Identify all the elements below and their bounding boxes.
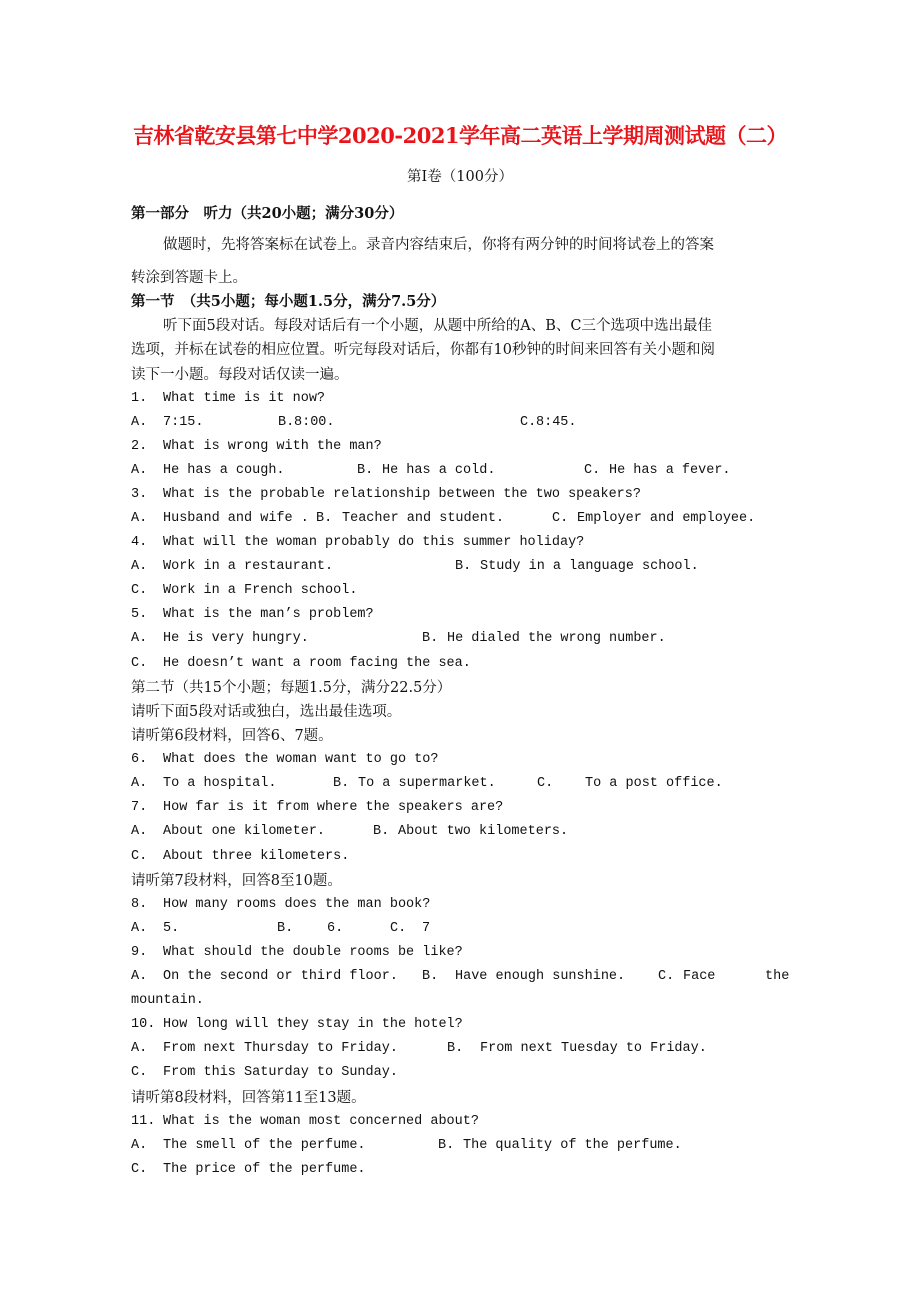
volume-heading: 第Ⅰ卷（100分） (407, 169, 513, 185)
option-label: C. (390, 921, 407, 936)
question-number: 11. (131, 1114, 156, 1129)
option-label: B. (278, 415, 295, 430)
option-text: The quality of the perfume. (463, 1138, 682, 1153)
option-label: B. (438, 1138, 455, 1153)
option-text: 6. (327, 921, 344, 936)
instructions: 听下面5段对话。每段对话后有一个小题，从题中所给的A、B、C三个选项中选出最佳 (163, 318, 712, 334)
option-label: A. (131, 776, 148, 791)
option-label: B. (422, 631, 439, 646)
option-label: C. (131, 1065, 148, 1080)
question-text: How far is it from where the speakers are? (163, 800, 504, 815)
option-text: On the second or third floor. (163, 969, 398, 984)
option-label: C. (131, 1162, 148, 1177)
question-text: What will the woman probably do this summer holiday? (163, 535, 585, 550)
option-label: A. (131, 921, 148, 936)
question-number: 9. (131, 945, 148, 960)
option-text: 7 (422, 921, 431, 936)
option-label: A. (131, 1041, 148, 1056)
instructions: 转涂到答题卡上。 (131, 270, 247, 286)
option-label: B. (357, 463, 374, 478)
option-label: C. (552, 511, 569, 526)
option-label: B. (277, 921, 294, 936)
question-text: How many rooms does the man book? (163, 897, 431, 912)
option-label: C. (131, 656, 148, 671)
question-number: 2. (131, 439, 148, 454)
option-label: B. (422, 969, 439, 984)
question-number: 5. (131, 607, 148, 622)
question-number: 10. (131, 1017, 156, 1032)
material-note: 请听第8段材料，回答第11至13题。 (131, 1090, 366, 1106)
question-number: 3. (131, 487, 148, 502)
option-text: 8:00. (294, 415, 335, 430)
option-text: Husband and wife . (163, 511, 309, 526)
option-text: He dialed the wrong number. (447, 631, 666, 646)
option-label: B. (333, 776, 350, 791)
question-text: What should the double rooms be like? (163, 945, 463, 960)
option-label: C. (520, 415, 537, 430)
option-text: To a supermarket. (358, 776, 496, 791)
option-text: Face (683, 969, 716, 984)
option-text: The smell of the perfume. (163, 1138, 366, 1153)
section-heading: 第二节（共15个小题；每题1.5分，满分22.5分） (131, 680, 452, 696)
option-label: A. (131, 463, 148, 478)
instructions: 读下一小题。每段对话仅读一遍。 (131, 367, 349, 383)
question-number: 1. (131, 391, 148, 406)
option-text: He has a cold. (382, 463, 496, 478)
part-heading: 第一部分 听力（共20小题；满分30分） (131, 205, 404, 222)
option-text: 8:45. (536, 415, 577, 430)
instructions: 做题时，先将答案标在试卷上。录音内容结束后，你将有两分钟的时间将试卷上的答案 (163, 237, 714, 253)
option-label: C. (658, 969, 675, 984)
option-text: 7:15. (163, 415, 204, 430)
option-label: C. (537, 776, 554, 791)
option-text: To a post office. (585, 776, 723, 791)
option-label: A. (131, 824, 148, 839)
option-label: C. (584, 463, 601, 478)
option-label: C. (131, 849, 148, 864)
option-label: A. (131, 631, 148, 646)
option-label: A. (131, 559, 148, 574)
option-text: The price of the perfume. (163, 1162, 366, 1177)
option-label: B. (316, 511, 333, 526)
option-text: Have enough sunshine. (455, 969, 626, 984)
material-note: 请听第7段材料，回答8至10题。 (131, 873, 342, 889)
option-text: Teacher and student. (342, 511, 505, 526)
option-text: He doesn’t want a room facing the sea. (163, 656, 471, 671)
question-text: What is the man’s problem? (163, 607, 374, 622)
question-text: What does the woman want to go to? (163, 752, 439, 767)
option-label: B. (455, 559, 472, 574)
question-text: What is wrong with the man? (163, 439, 382, 454)
option-text: Employer and employee. (577, 511, 756, 526)
question-number: 7. (131, 800, 148, 815)
option-text: About three kilometers. (163, 849, 350, 864)
option-text: 5. (163, 921, 180, 936)
material-note: 请听第6段材料，回答6、7题。 (131, 728, 333, 744)
question-number: 6. (131, 752, 148, 767)
section-heading: 第一节 （共5小题；每小题1.5分，满分7.5分） (131, 293, 446, 310)
option-text: Study in a language school. (480, 559, 699, 574)
option-text: From this Saturday to Sunday. (163, 1065, 398, 1080)
question-text: What is the probable relationship between the two speakers? (163, 487, 641, 502)
option-text: About two kilometers. (398, 824, 569, 839)
document-title: 吉林省乾安县第七中学2020-2021学年高二英语上学期周测试题（二） (132, 123, 788, 148)
question-text: What time is it now? (163, 391, 326, 406)
option-text: the (765, 969, 790, 984)
option-text: He has a fever. (609, 463, 731, 478)
option-text: Work in a French school. (163, 583, 358, 598)
option-text: He has a cough. (163, 463, 285, 478)
option-text: About one kilometer. (163, 824, 326, 839)
option-label: B. (373, 824, 390, 839)
question-number: 4. (131, 535, 148, 550)
option-label: C. (131, 583, 148, 598)
question-number: 8. (131, 897, 148, 912)
instructions: 请听下面5段对话或独白，选出最佳选项。 (131, 704, 402, 720)
option-label: B. (447, 1041, 464, 1056)
option-text: From next Tuesday to Friday. (480, 1041, 707, 1056)
option-label: A. (131, 511, 148, 526)
option-label: A. (131, 969, 148, 984)
option-text: Work in a restaurant. (163, 559, 334, 574)
option-text: To a hospital. (163, 776, 277, 791)
question-text: How long will they stay in the hotel? (163, 1017, 463, 1032)
option-text: He is very hungry. (163, 631, 309, 646)
option-text: From next Thursday to Friday. (163, 1041, 398, 1056)
instructions: 选项，并标在试卷的相应位置。听完每段对话后，你都有10秒钟的时间来回答有关小题和阅 (131, 342, 715, 358)
option-label: A. (131, 1138, 148, 1153)
option-label: A. (131, 415, 148, 430)
option-text: mountain. (131, 993, 204, 1008)
question-text: What is the woman most concerned about? (163, 1114, 479, 1129)
